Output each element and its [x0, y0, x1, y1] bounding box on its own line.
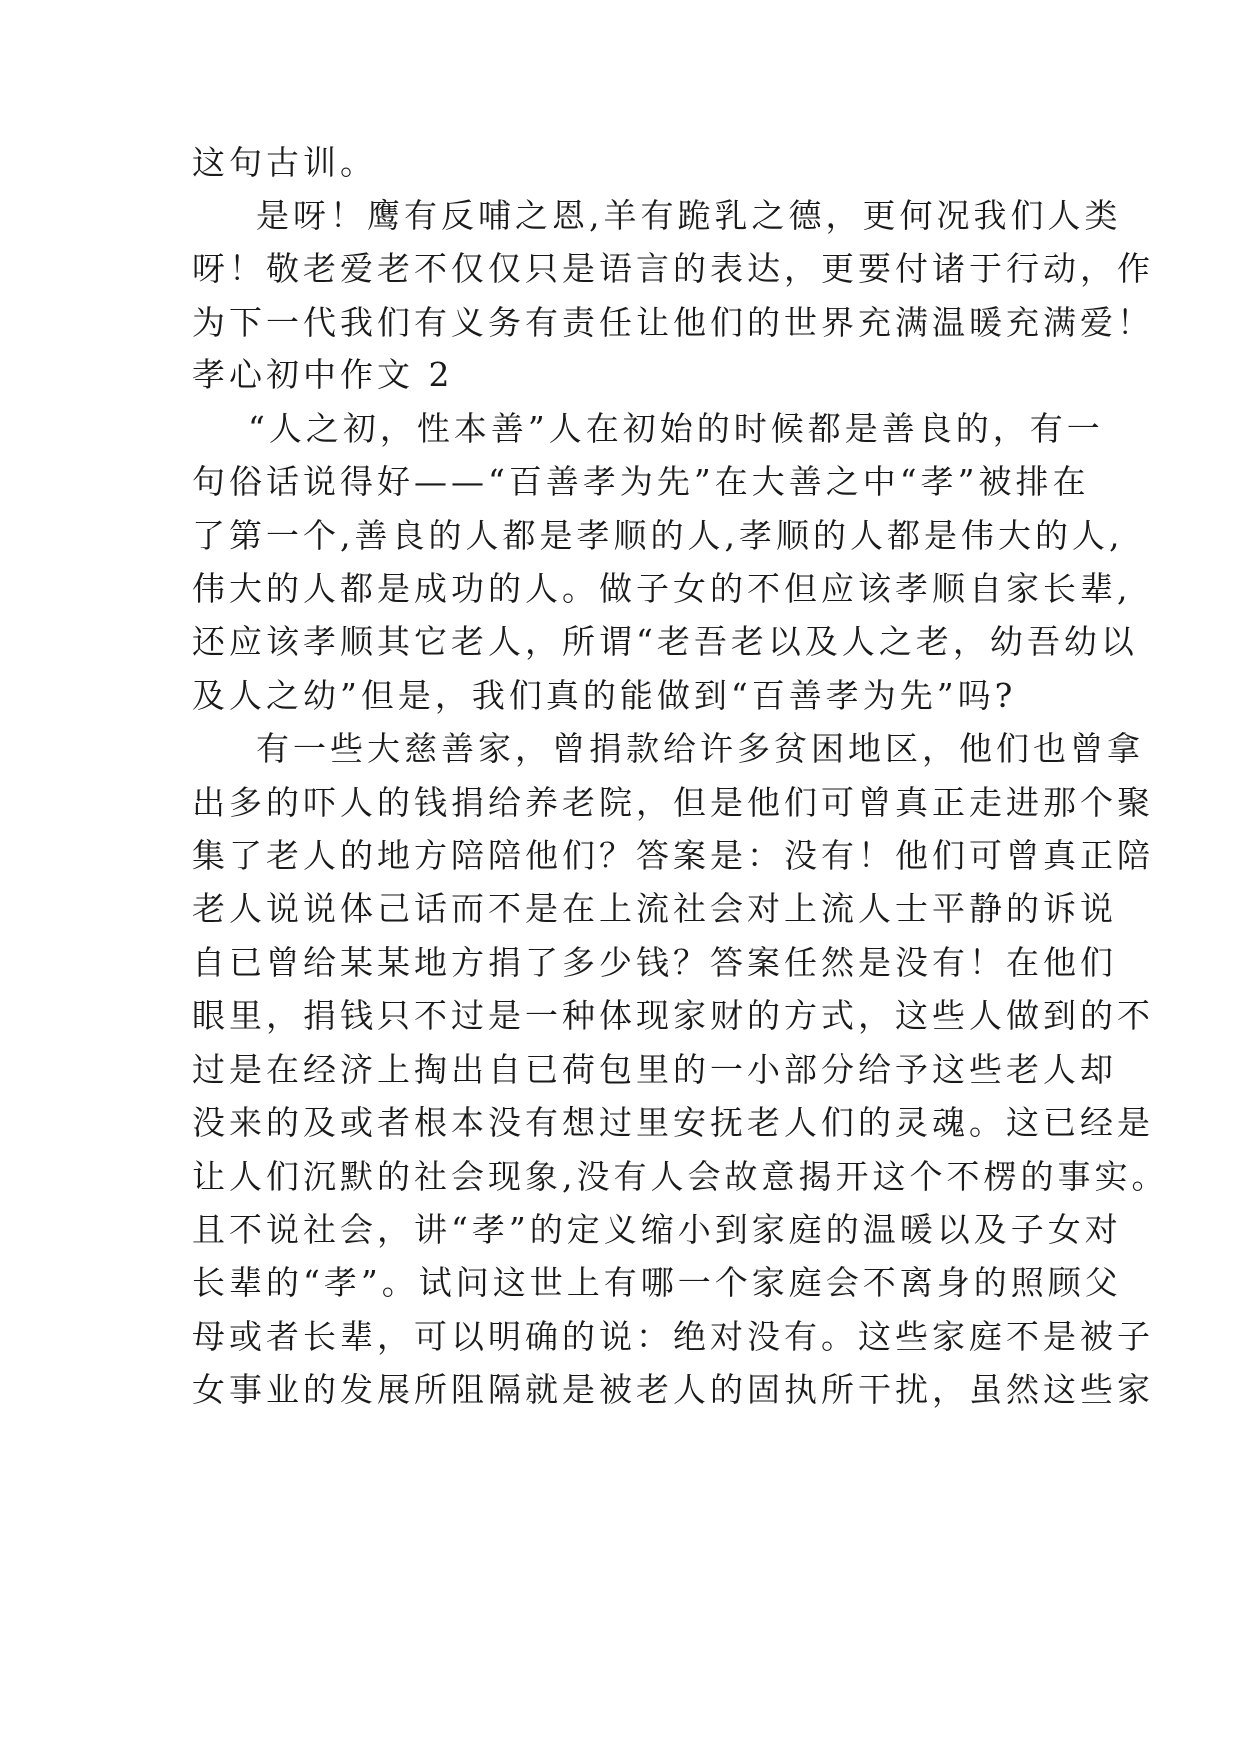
text-line: 为下一代我们有义务有责任让他们的世界充满温暖充满爱！ — [192, 303, 1154, 342]
paragraph-start-line: 是呀！鹰有反哺之恩,羊有跪乳之德，更何况我们人类 — [256, 196, 1122, 235]
section-heading: 孝心初中作文 2 — [192, 355, 454, 394]
text-line: 句俗话说得好——“百善孝为先”在大善之中“孝”被排在 — [192, 462, 1090, 501]
text-line: 让人们沉默的社会现象,没有人会故意揭开这个不楞的事实。 — [192, 1157, 1169, 1196]
text-line: 集了老人的地方陪陪他们？答案是：没有！他们可曾真正陪 — [192, 836, 1154, 875]
text-line: 出多的吓人的钱捐给养老院，但是他们可曾真正走进那个聚 — [192, 783, 1154, 822]
text-line: 自已曾给某某地方捐了多少钱？答案任然是没有！在他们 — [192, 943, 1117, 982]
text-line: 了第一个,善良的人都是孝顺的人,孝顺的人都是伟大的人, — [192, 516, 1124, 555]
text-line: 这句古训。 — [192, 143, 377, 182]
paragraph-start-line: 有一些大慈善家，曾捐款给许多贫困地区，他们也曾拿 — [256, 729, 1144, 768]
text-line: 过是在经济上掏出自已荷包里的一小部分给予这些老人却 — [192, 1050, 1117, 1089]
paragraph-start-line: “人之初，性本善”人在初始的时候都是善良的，有一 — [248, 409, 1104, 448]
text-line: 且不说社会，讲“孝”的定义缩小到家庭的温暖以及子女对 — [192, 1210, 1122, 1249]
text-line: 呀！敬老爱老不仅仅只是语言的表达，更要付诸于行动，作 — [192, 249, 1154, 288]
text-line: 女事业的发展所阻隔就是被老人的固执所干扰，虽然这些家 — [192, 1370, 1154, 1409]
text-line: 伟大的人都是成功的人。做子女的不但应该孝顺自家长辈, — [192, 569, 1132, 608]
text-line: 没来的及或者根本没有想过里安抚老人们的灵魂。这已经是 — [192, 1103, 1154, 1142]
text-line: 眼里，捐钱只不过是一种体现家财的方式，这些人做到的不 — [192, 996, 1154, 1035]
text-line: 母或者长辈，可以明确的说：绝对没有。这些家庭不是被子 — [192, 1317, 1154, 1356]
text-line: 长辈的“孝”。试问这世上有哪一个家庭会不离身的照顾父 — [192, 1263, 1122, 1302]
text-line: 老人说说体己话而不是在上流社会对上流人士平静的诉说 — [192, 889, 1117, 928]
text-line: 还应该孝顺其它老人，所谓“老吾老以及人之老，幼吾幼以 — [192, 622, 1138, 661]
text-line: 及人之幼”但是，我们真的能做到“百善孝为先”吗? — [192, 676, 1017, 715]
